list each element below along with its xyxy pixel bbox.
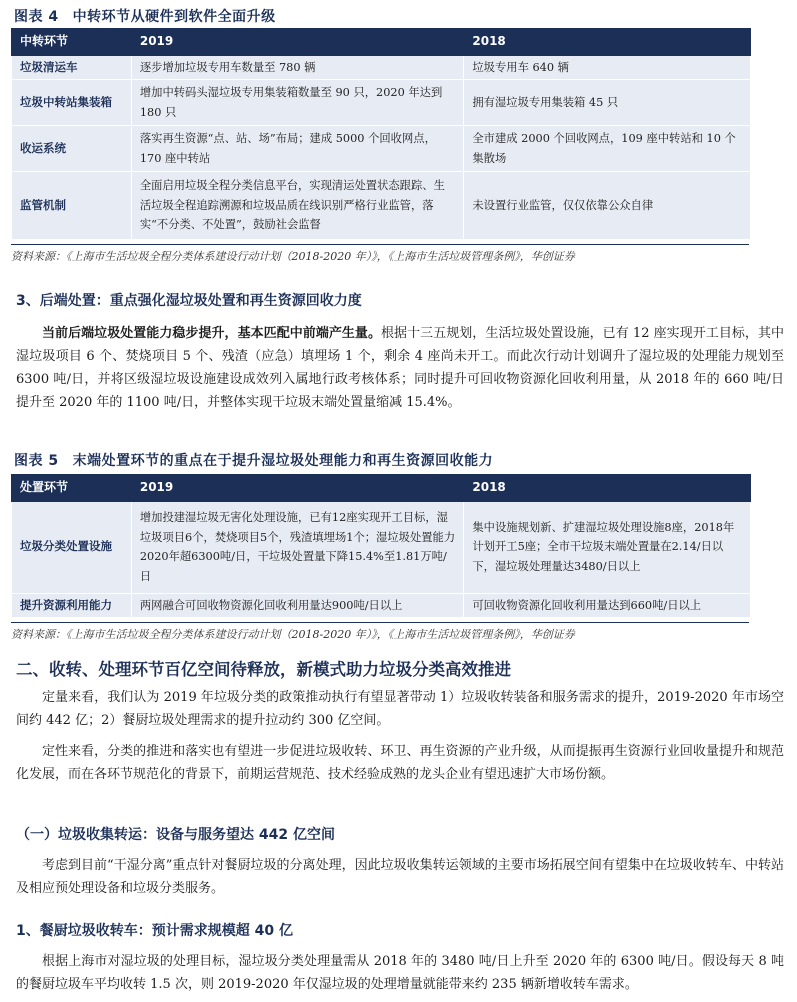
figure-5-title (14, 450, 493, 470)
row-label: 监管机制 (12, 172, 132, 240)
cell-2018: 全市建成 2000 个回收网点，109 座中转站和 10 个集散场 (464, 126, 751, 172)
header-2019: 2019 (131, 475, 464, 502)
section-two-paragraph-2: 定性来看，分类的推进和落实也有望进一步促进垃圾收转、环卫、再生资源的产业升级，从而提振再生资源行业回收量提升和规范化发展，而在各环节规范化的背景下，前期运营规范、技术经验成熟的龙头企业有望迅速扩大市场份额。 (16, 744, 784, 782)
figure-5-table (11, 474, 751, 618)
subsection-one-heading: （一）垃圾收集转运：设备与服务望达 442 亿空间 (16, 827, 335, 843)
header-stage: 处置环节 (12, 475, 132, 502)
table-row (12, 80, 751, 126)
figure-4-title (14, 6, 276, 26)
row-label: 提升资源利用能力 (12, 593, 132, 618)
header-stage: 中转环节 (12, 29, 132, 56)
figure-4-number: 图表 4 (14, 9, 59, 25)
subsection-one-paragraph: 考虑到目前“干湿分离”重点针对餐厨垃圾的分离处理，因此垃圾收集转运领域的主要市场拓展空间有望集中在垃圾收转车、中转站及相应预处理设备和垃圾分类服务。 (16, 858, 784, 896)
row-label: 收运系统 (12, 126, 132, 172)
cell-2019: 逐步增加垃圾专用车数量至 780 辆 (131, 55, 464, 80)
table-header-row (12, 29, 751, 56)
figure-4-source: 资料来源：《上海市生活垃圾全程分类体系建设行动计划（2018-2020 年）》，《上海市生活垃圾管理条例》，华创证券 (11, 244, 749, 264)
cell-2019: 两网融合可回收物资源化回收利用量达900吨/日以上 (131, 593, 464, 618)
figure-4-table (11, 28, 751, 240)
row-label: 垃圾中转站集装箱 (12, 80, 132, 126)
figure-4-caption: 中转环节从硬件到软件全面升级 (72, 9, 276, 25)
table-header-row (12, 475, 751, 502)
row-label: 垃圾分类处置设施 (12, 501, 132, 593)
cell-2019: 增加投建湿垃圾无害化处理设施，已有12座实现开工目标，湿垃圾项目6个，焚烧项目5个，残渣填埋场1个；湿垃圾处置能力2020年超6300吨/日，干垃圾处置量下降15.4%至1.81万吨/日 (131, 501, 464, 593)
figure-5-caption: 末端处置环节的重点在于提升湿垃圾处理能力和再生资源回收能力 (72, 453, 494, 469)
cell-2019: 全面启用垃圾全程分类信息平台，实现清运处置状态跟踪、生活垃圾全程追踪溯源和垃圾品质在线识别严格行业监管，落实“不分类、不处置”，鼓励社会监督 (131, 172, 464, 240)
header-2018: 2018 (464, 29, 751, 56)
table-row (12, 501, 751, 593)
header-2018: 2018 (464, 475, 751, 502)
section-3-body: 根据十三五规划，生活垃圾处置设施，已有 12 座实现开工目标，其中湿垃圾项目 6 个、焚烧项目 5 个、残渣（应急）填埋场 1 个，剩余 4 座尚未开工。而此次行动计划调升了湿垃圾的处理能力规划至 6300 吨/日，并将区级湿垃圾设施建设成效列入属地行政考核体系；同时提升可回收物资源化回收利用量，从 2018 年的 660 吨/日提升至 2020 年的 1100 吨/日，并整体实现干垃圾末端处置量缩减 15.4%。 (16, 326, 784, 410)
cell-2019: 落实再生资源“点、站、场”布局；建成 5000 个回收网点，170 座中转站 (131, 126, 464, 172)
cell-2018: 未设置行业监管，仅仅依靠公众自律 (464, 172, 751, 240)
cell-2018: 集中设施规划新、扩建湿垃圾处理设施8座，2018年计划开工5座；全市干垃圾末端处置量在2.14/日以下，湿垃圾处理量达3480/日以上 (464, 501, 751, 593)
section-3-paragraph (16, 322, 784, 414)
cell-2018: 拥有湿垃圾专用集装箱 45 只 (464, 80, 751, 126)
section-1-heading: 1、餐厨垃圾收转车：预计需求规模超 40 亿 (16, 923, 293, 939)
section-two-heading: 二、收转、处理环节百亿空间待释放，新模式助力垃圾分类高效推进 (16, 660, 511, 679)
table-row (12, 172, 751, 240)
figure-5-source: 资料来源：《上海市生活垃圾全程分类体系建设行动计划（2018-2020 年）》，《上海市生活垃圾管理条例》，华创证券 (11, 622, 749, 642)
cell-2018: 垃圾专用车 640 辆 (464, 55, 751, 80)
cell-2018: 可回收物资源化回收利用量达到660吨/日以上 (464, 593, 751, 618)
table-row (12, 55, 751, 80)
table-row (12, 593, 751, 618)
section-3-heading: 3、后端处置：重点强化湿垃圾处置和再生资源回收力度 (16, 293, 362, 309)
row-label: 垃圾清运车 (12, 55, 132, 80)
header-2019: 2019 (131, 29, 464, 56)
figure-5-number: 图表 5 (14, 453, 59, 469)
section-3-lead: 当前后端垃圾处置能力稳步提升，基本匹配中前端产生量。 (42, 326, 382, 341)
cell-2019: 增加中转码头湿垃圾专用集装箱数量至 90 只，2020 年达到 180 只 (131, 80, 464, 126)
table-row (12, 126, 751, 172)
section-1-paragraph: 根据上海市对湿垃圾的处理目标，湿垃圾分类处理量需从 2018 年的 3480 吨/日上升至 2020 年的 6300 吨/日。假设每天 8 吨的餐厨垃圾车平均收转 1.5 次，则 2019-2020 年仅湿垃圾的处理增量就能带来约 235 辆新增收转车需求。 (16, 954, 784, 992)
section-two-paragraph-1: 定量来看，我们认为 2019 年垃圾分类的政策推动执行有望显著带动 1）垃圾收转装备和服务需求的提升，2019-2020 年市场空间约 442 亿；2）餐厨垃圾处理需求的提升拉动约 300 亿空间。 (16, 690, 784, 728)
